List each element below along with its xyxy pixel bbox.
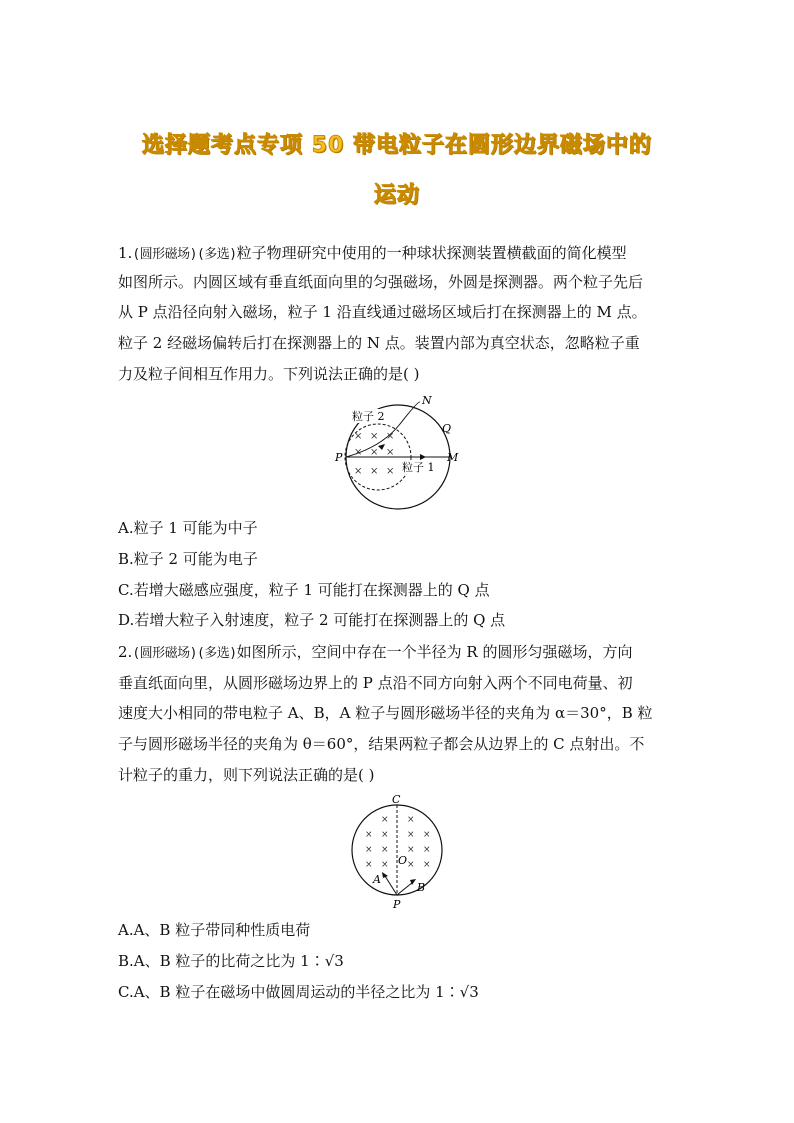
- q1-option-c: C.若增大磁感应强度，粒子 1 可能打在探测器上的 Q 点: [118, 581, 490, 599]
- q1-label-p1: 粒子 1: [402, 461, 435, 474]
- q2-label-a: A: [373, 873, 381, 886]
- page-title-line2: 运动: [373, 183, 420, 208]
- q2-first-line: [118, 642, 632, 664]
- q2-label-p: P: [393, 898, 401, 911]
- q1-field-cross: ×: [370, 466, 379, 477]
- q2-field-cross: ×: [381, 830, 389, 840]
- q1-label-m: M: [447, 451, 459, 464]
- q2-label-o: O: [398, 854, 408, 867]
- q1-field-cross: ×: [386, 447, 395, 458]
- q1-field-cross: ×: [354, 431, 363, 442]
- q2-field-cross: ×: [423, 845, 431, 855]
- q1-option-a: A.粒子 1 可能为中子: [118, 519, 258, 537]
- q2-field-cross: ×: [407, 815, 415, 825]
- q1-field-cross: ×: [370, 447, 379, 458]
- q2-field-cross: ×: [407, 860, 415, 870]
- q2-field-cross: ×: [381, 845, 389, 855]
- q1-first-line: [118, 243, 627, 265]
- q2-line-4: 子与圆形磁场半径的夹角为 θ＝60°，结果两粒子都会从边界上的 C 点射出。不: [118, 735, 645, 753]
- q1-label-n: N: [422, 394, 432, 407]
- q2-field-cross: ×: [365, 830, 373, 840]
- q2-field-cross: ×: [381, 860, 389, 870]
- q2-option-a: A.A、B 粒子带同种性质电荷: [118, 921, 311, 939]
- q1-line-4: 粒子 2 经磁场偏转后打在探测器上的 N 点。装置内部为真空状态，忽略粒子重: [118, 334, 640, 352]
- q2-label-c: C: [392, 793, 401, 806]
- q2-particle-a-velocity: [385, 876, 397, 895]
- q2-line-5: 计粒子的重力，则下列说法正确的是( ): [118, 766, 375, 784]
- q1-field-cross: ×: [386, 431, 395, 442]
- q1-label-p2: 粒子 2: [352, 410, 385, 423]
- q2-field-cross: ×: [381, 815, 389, 825]
- q2-field-cross: ×: [407, 830, 415, 840]
- q1-field-cross: ×: [354, 466, 363, 477]
- q1-field-cross: ×: [370, 431, 379, 442]
- q2-tag: (圆形磁场)(多选): [132, 646, 237, 661]
- q2-line-3: 速度大小相同的带电粒子 A、B，A 粒子与圆形磁场半径的夹角为 α＝30°，B 粒: [118, 704, 653, 722]
- q1-line-5: 力及粒子间相互作用力。下列说法正确的是( ): [118, 365, 420, 383]
- q2-field-cross: ×: [423, 860, 431, 870]
- q1-line-1: 粒子物理研究中使用的一种球状探测装置横截面的简化模型: [236, 244, 627, 262]
- q2-number: 2.: [118, 643, 133, 661]
- q1-field-cross: ×: [354, 447, 363, 458]
- q1-line-2: 如图所示。内圆区域有垂直纸面向里的匀强磁场，外圆是探测器。两个粒子先后: [118, 273, 644, 291]
- page-title-line1: 选择题考点专项 50 带电粒子在圆形边界磁场中的: [142, 133, 652, 158]
- q2-option-c: C.A、B 粒子在磁场中做圆周运动的半径之比为 1∶√3: [118, 983, 479, 1001]
- q2-particle-a-arrow: [382, 872, 388, 878]
- q2-figure: [345, 792, 450, 912]
- q2-option-b: B.A、B 粒子的比荷之比为 1∶√3: [118, 952, 344, 970]
- q1-particle1-arrow: [420, 454, 426, 460]
- q2-line-1: 如图所示，空间中存在一个半径为 R 的圆形匀强磁场，方向: [236, 643, 633, 661]
- q1-figure: [330, 392, 470, 512]
- q2-field-cross: ×: [423, 830, 431, 840]
- q2-field-cross: ×: [407, 845, 415, 855]
- q1-number: 1.: [118, 244, 133, 262]
- q1-label-p: P: [335, 451, 343, 464]
- q2-field-cross: ×: [365, 860, 373, 870]
- q1-option-b: B.粒子 2 可能为电子: [118, 550, 258, 568]
- q1-line-3: 从 P 点沿径向射入磁场，粒子 1 沿直线通过磁场区域后打在探测器上的 M 点。: [118, 303, 647, 321]
- q1-label-q: Q: [442, 422, 452, 435]
- q1-particle2-arrow: [378, 444, 385, 450]
- q1-tag: (圆形磁场)(多选): [132, 247, 237, 262]
- q2-field-cross: ×: [365, 845, 373, 855]
- q1-option-d: D.若增大粒子入射速度，粒子 2 可能打在探测器上的 Q 点: [118, 611, 506, 629]
- q2-line-2: 垂直纸面向里，从圆形磁场边界上的 P 点沿不同方向射入两个不同电荷量、初: [118, 674, 633, 692]
- q1-field-cross: ×: [386, 466, 395, 477]
- q2-label-b: B: [417, 881, 426, 894]
